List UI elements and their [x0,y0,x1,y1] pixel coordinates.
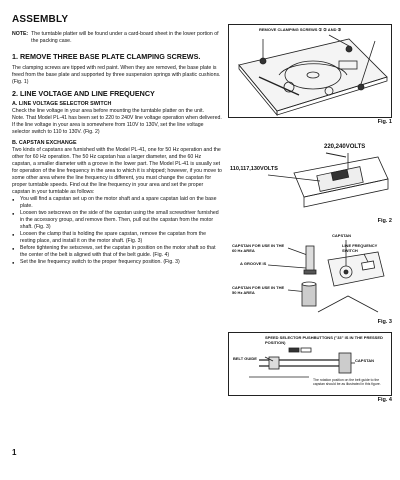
figure-2 [228,139,392,224]
label-belt-guide: BELT GUIDE [233,356,257,361]
list-item: ● You will find a capstan set up on the motor shaft and a spare capstan laid on the base plate. [12,196,222,210]
list-item: ● Before tightening the setscrews, set the capstan in position on the motor shaft so that the center of the belt is aligned with that of the belt guide. (Fig. 4) [12,245,222,259]
label-capstan-fig4: CAPSTAN [355,358,375,363]
section2a-heading: A. LINE VOLTAGE SELECTOR SWITCH [12,101,112,107]
list-item: ● Loosen the clamp that is holding the spare capstan, remove the capstan from the resting place, and install it on the motor shaft. (Fig. 3) [12,231,222,245]
figure-1-caption: Fig. 1 [377,119,392,125]
section2b-heading: B. CAPSTAN EXCHANGE [12,140,77,146]
figure-3 [228,232,392,325]
voltage-selector-drawing [228,139,392,217]
label-belt-note: The rotation position on the belt guide to the capstan should be as illustrated in this figure. [313,378,381,386]
section2b-body: Two kinds of capstans are furnished with the Model PL-41, one for 50 Hz operation and the other for 60 Hz operation. The 50 Hz capstan has a larger diameter, and the 60 Hz capstan, a smaller diameter with a groove in the lower part. The Model PL-41 is usually set for operation of the line frequency in the area to which it is shipped; however, if you move to some other area where the line frequency is different, you must change the capstan for proper turntable speeds. Find out the line frequency in your area and set the proper capstan in your turntable as follows: [12,147,222,195]
label-groove: A GROOVE IS [240,261,267,266]
figure-4-illustration [228,332,392,396]
note-label: NOTE: [12,31,29,37]
figure-4 [228,332,392,403]
label-capstan-60hz: CAPSTAN FOR USE IN THE 60 Hz AREA [232,243,285,253]
figure-1-label: REMOVE CLAMPING SCREWS ① ② AND ③ [259,27,342,32]
label-220-240-volts: 220,240VOLTS [324,144,366,150]
section2-heading: 2. LINE VOLTAGE AND LINE FREQUENCY [12,88,155,98]
label-capstan-50hz: CAPSTAN FOR USE IN THE 50 Hz AREA [232,285,285,295]
label-line-frequency-switch: LINE FREQUENCY SWITCH [342,243,378,253]
section1-heading: 1. REMOVE THREE BASE PLATE CLAMPING SCREWS. [12,52,201,61]
figure-3-illustration [228,232,392,318]
capstan-steps-list [12,196,222,266]
section1-body: The clamping screws are tipped with red paint. When they are removed, the base plate is freed from the base plate and supported by three suspension springs with plastic cushions. (Fig. 1) [12,64,221,85]
list-item: ● Loosen two setscrews on the side of the capstan using the small screwdriver furnished in the accessory group, and remove them. Then, pull out the capstan from the motor shaft. (Fig. 3) [12,210,222,231]
figure-2-caption: Fig. 2 [377,218,392,224]
figure-4-caption: Fig. 4 [377,397,392,403]
figure-2-illustration [228,139,392,217]
note [12,31,222,45]
label-110-130-volts: 110,117,130VOLTS [230,166,278,172]
section2a-body2: Note. That Model PL-41 has been set to 220 to 240V line voltage operation when delivered. If the line voltage in your area is somewhere from 110V to 130V, set the line voltage selector switch to 110 to 130V. (Fig. 2) [12,115,222,135]
label-capstan: CAPSTAN [332,233,352,238]
figure-1 [228,24,392,125]
turntable-base-drawing [229,25,392,117]
page-title: ASSEMBLY [12,14,69,25]
page-number: 1 [12,448,17,457]
figure-1-illustration [228,24,392,118]
label-speed-selector: SPEED SELECTOR PUSHBUTTONS ("33" IS IN THE PRESSED POSITION) [265,335,383,345]
note-text: The turntable platter will be found under a card-board sheet in the lower portion of the packing case. [31,31,219,44]
figure-3-caption: Fig. 3 [377,319,392,325]
section2a-body1: Check the line voltage in your area before mounting the turntable platter on the unit. [12,108,205,114]
list-item: ● Set the line frequency switch to the proper frequency position. (Fig. 3) [12,259,222,266]
text-column [12,14,222,266]
